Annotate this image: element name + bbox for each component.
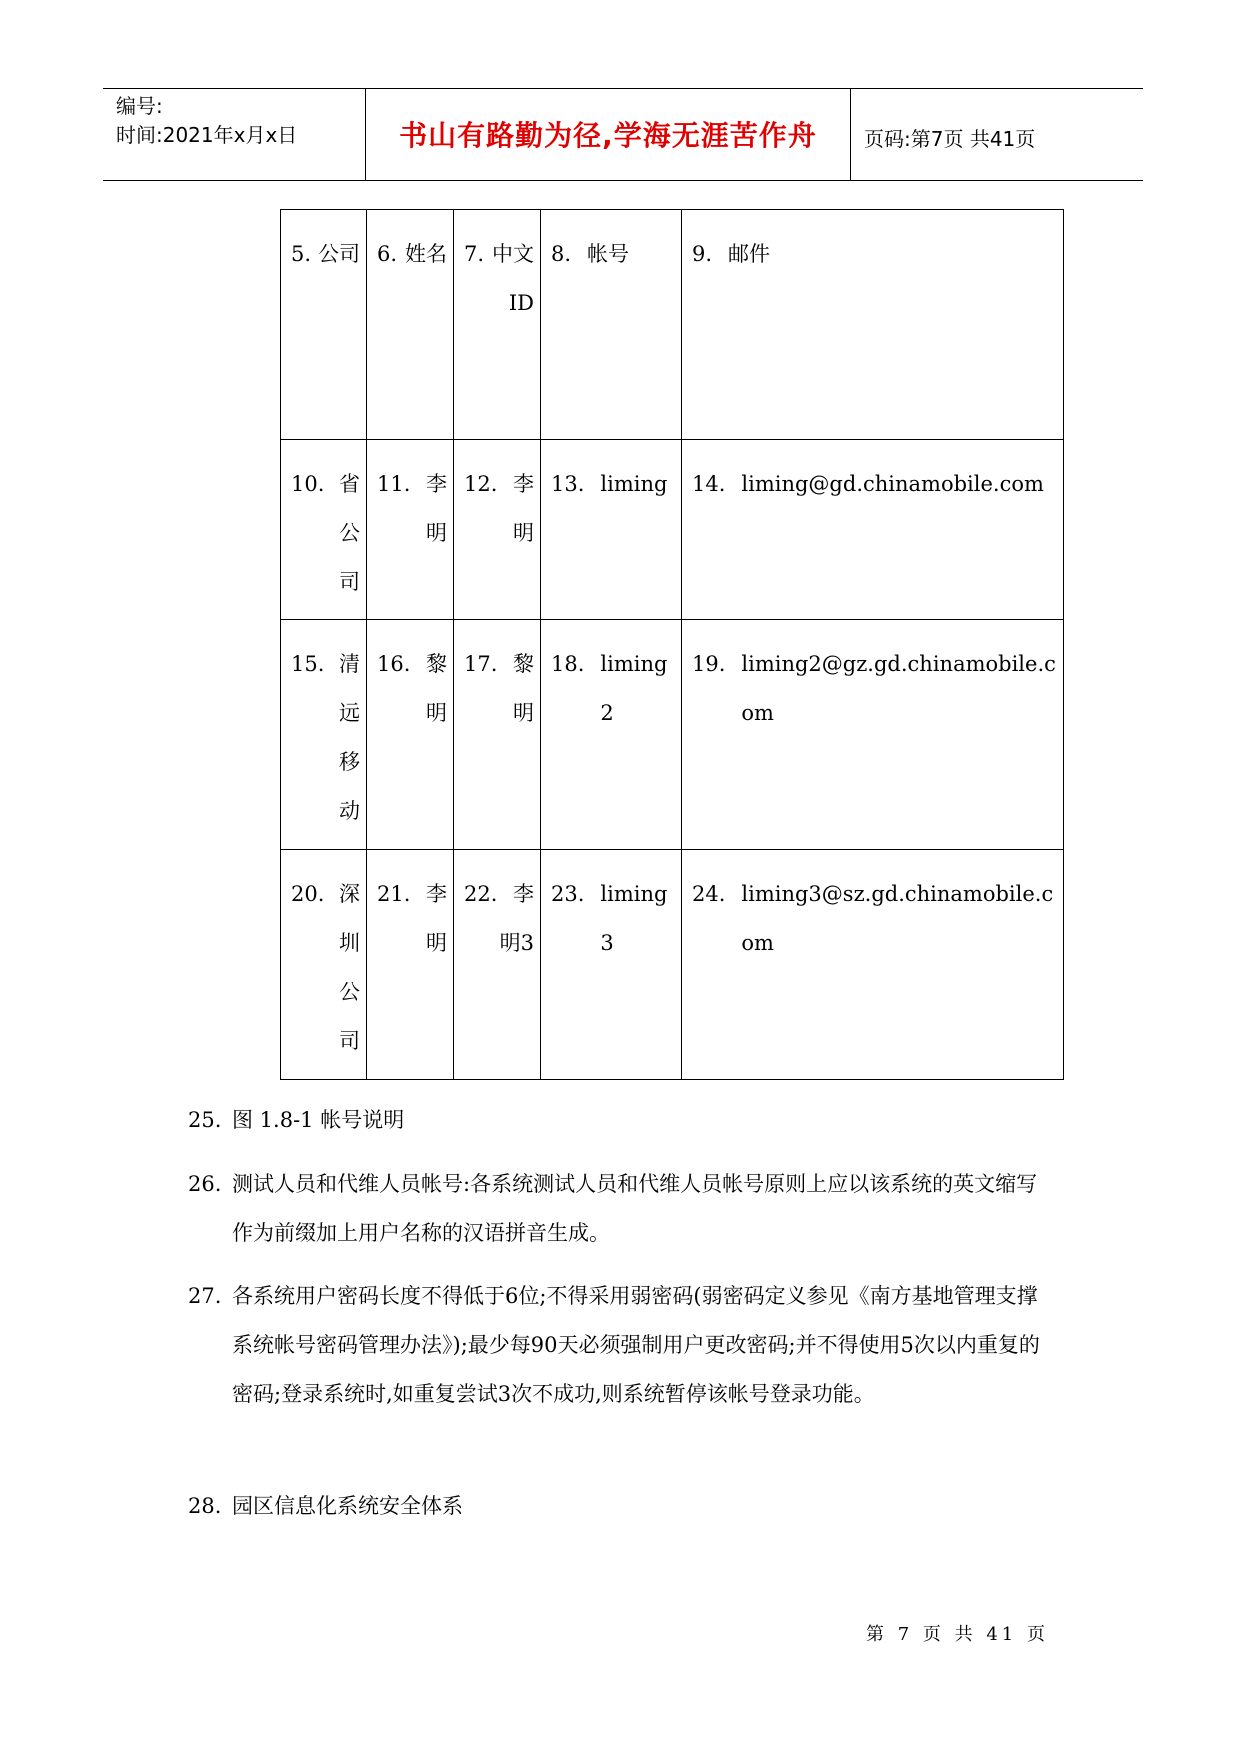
table-cell <box>454 620 541 850</box>
table-cell <box>682 850 1064 1080</box>
cell-number: 10. <box>291 472 325 496</box>
cell-number: 19. <box>692 652 726 676</box>
table-cell <box>367 210 454 440</box>
cell-text: 邮件 <box>728 242 771 266</box>
paragraph-text: 各系统用户密码长度不得低于6位;不得采用弱密码(弱密码定义参见《南方基地管理支撑系统帐号密码管理办法》);最少每90天必须强制用户更改密码;并不得使用5次以内重复的密码;登录系统时,如重复尝试3次不成功,则系统暂停该帐号登录功能。 <box>232 1284 1040 1406</box>
cell-text: 清远移动 <box>339 652 360 823</box>
cell-number: 13. <box>551 472 585 496</box>
cell-text: 黎明 <box>513 652 534 725</box>
table-cell <box>367 620 454 850</box>
table-row <box>281 440 1064 620</box>
cell-number: 20. <box>291 882 325 906</box>
cell-number: 18. <box>551 652 585 676</box>
cell-text: liming2 <box>600 652 668 725</box>
table-cell <box>281 850 367 1080</box>
cell-number: 15. <box>291 652 325 676</box>
doc-number-label: 编号: <box>116 94 163 118</box>
paragraph-number: 26. <box>188 1172 222 1196</box>
page-footer: 第 7 页 共 41 页 <box>866 1624 1049 1645</box>
table-cell <box>367 850 454 1080</box>
cell-number: 11. <box>377 472 411 496</box>
table-cell <box>281 210 367 440</box>
paragraph-text: 图 1.8-1 帐号说明 <box>232 1108 405 1132</box>
cell-text: 省公司 <box>339 472 360 594</box>
table-cell <box>682 440 1064 620</box>
header-motto: 书山有路勤为径,学海无涯苦作舟 <box>399 119 817 152</box>
cell-text: liming3 <box>600 882 668 955</box>
cell-text: liming2@gz.gd.chinamobile.com <box>741 652 1056 725</box>
cell-number: 22. <box>464 882 498 906</box>
cell-number: 14. <box>692 472 726 496</box>
paragraph-text: 园区信息化系统安全体系 <box>232 1494 463 1518</box>
cell-text: 李明 <box>426 472 447 545</box>
table-cell <box>367 440 454 620</box>
time-label: 时间:2021年x月x日 <box>116 123 298 147</box>
cell-text: 黎明 <box>426 652 447 725</box>
cell-number: 24. <box>692 882 726 906</box>
paragraph-text: 测试人员和代维人员帐号:各系统测试人员和代维人员帐号原则上应以该系统的英文缩写作为前缀加上用户名称的汉语拼音生成。 <box>232 1172 1038 1245</box>
paragraph-number: 28. <box>188 1494 222 1518</box>
table-cell <box>281 440 367 620</box>
header-divider-right <box>850 88 851 181</box>
cell-text: liming <box>600 472 668 496</box>
table-cell <box>281 620 367 850</box>
cell-number: 5. <box>291 242 312 266</box>
paragraph <box>188 1160 1050 1258</box>
header-bottom-rule <box>103 180 1143 181</box>
cell-number: 16. <box>377 652 411 676</box>
cell-text: 李明 <box>513 472 534 545</box>
header-top-rule <box>103 88 1143 89</box>
header-meta <box>116 92 297 150</box>
table-row <box>281 210 1064 440</box>
cell-number: 21. <box>377 882 411 906</box>
cell-text: liming@gd.chinamobile.com <box>741 472 1044 496</box>
cell-text: 深圳公司 <box>339 882 360 1053</box>
table-cell <box>682 210 1064 440</box>
table-cell <box>541 850 682 1080</box>
cell-number: 9. <box>692 242 713 266</box>
table-cell <box>682 620 1064 850</box>
cell-text: 中文ID <box>492 242 534 315</box>
table-cell <box>541 620 682 850</box>
cell-number: 12. <box>464 472 498 496</box>
table-row <box>281 620 1064 850</box>
cell-text: 姓名 <box>405 242 447 266</box>
table-cell <box>454 210 541 440</box>
account-table <box>280 209 1064 1080</box>
table-row <box>281 850 1064 1080</box>
cell-number: 8. <box>551 242 572 266</box>
cell-text: 帐号 <box>587 242 630 266</box>
cell-number: 23. <box>551 882 585 906</box>
paragraph-number: 27. <box>188 1284 222 1308</box>
table-cell <box>454 440 541 620</box>
cell-text: 李明3 <box>499 882 534 955</box>
cell-text: 李明 <box>426 882 447 955</box>
paragraph-number: 25. <box>188 1108 222 1132</box>
cell-number: 17. <box>464 652 498 676</box>
table-cell <box>541 440 682 620</box>
table-cell <box>541 210 682 440</box>
table-cell <box>454 850 541 1080</box>
paragraph <box>188 1272 1050 1419</box>
cell-text: 公司 <box>318 242 360 266</box>
cell-text: liming3@sz.gd.chinamobile.com <box>741 882 1054 955</box>
section-heading <box>188 1482 1050 1531</box>
cell-number: 6. <box>377 242 398 266</box>
cell-number: 7. <box>464 242 485 266</box>
figure-caption <box>188 1096 1050 1145</box>
header-page-info: 页码:第7页 共41页 <box>864 127 1036 151</box>
